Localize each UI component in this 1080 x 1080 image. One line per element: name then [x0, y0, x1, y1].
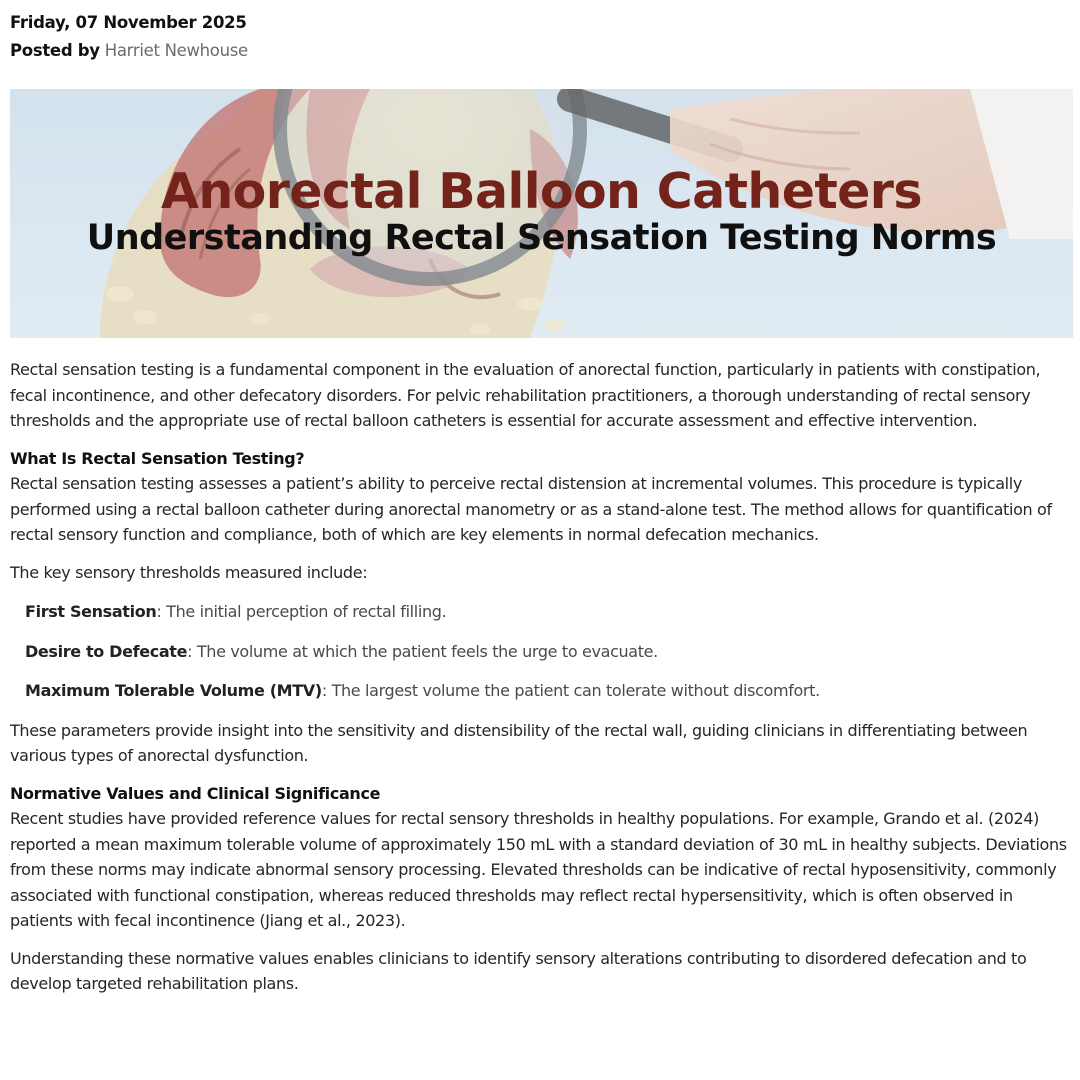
thresholds-list	[10, 599, 1072, 704]
hero-subtitle: Understanding Rectal Sensation Testing Norms	[86, 218, 997, 258]
hero-title: Anorectal Balloon Catheters	[161, 163, 922, 220]
threshold-desc: : The volume at which the patient feels the urge to evacuate.	[187, 641, 658, 661]
section-heading-normative: Normative Values and Clinical Significance	[10, 783, 381, 803]
section-normative-body: Recent studies have provided reference values for rectal sensory thresholds in healthy populations. For example, Grando et al. (2024) reported a mean maximum tolerable volume of approximately 150 mL with a standard deviation of 30 mL in healthy subjects. Deviations from these norms may indicate abnormal sensory processing. Elevated thresholds can be indicative of rectal hyposensitivity, commonly associated with functional constipation, whereas reduced thresholds may reflect rectal hypersensitivity, which is often observed in patients with fecal incontinence (Jiang et al., 2023).	[10, 809, 1067, 930]
section-heading-what-is: What Is Rectal Sensation Testing?	[10, 448, 305, 468]
threshold-term: Desire to Defecate	[25, 641, 188, 661]
posted-by-label: Posted by	[10, 41, 100, 60]
author-link[interactable]: Harriet Newhouse	[104, 41, 248, 60]
after-list-paragraph: These parameters provide insight into the sensitivity and distensibility of the rectal wall, guiding clinicians in differentiating between various types of anorectal dysfunction.	[10, 720, 1028, 765]
list-item	[25, 639, 1072, 665]
hero-banner	[10, 89, 1073, 338]
post-meta	[10, 9, 248, 65]
threshold-desc: : The initial perception of rectal filling.	[156, 602, 447, 621]
list-item	[25, 678, 1072, 704]
intro-paragraph: Rectal sensation testing is a fundamental component in the evaluation of anorectal function, particularly in patients with constipation, fecal incontinence, and other defecatory disorders. For pelvic rehabilitation practitioners, a thorough understanding of rectal sensory thresholds and the appropriate use of rectal balloon catheters is essential for accurate assessment and effective intervention.	[10, 360, 1041, 430]
threshold-term: Maximum Tolerable Volume (MTV)	[25, 681, 322, 700]
threshold-term: First Sensation	[25, 602, 157, 621]
list-item	[25, 599, 1072, 625]
thresholds-intro: The key sensory thresholds measured include:	[10, 562, 368, 582]
posted-by	[10, 37, 248, 65]
threshold-desc: : The largest volume the patient can tolerate without discomfort.	[321, 681, 820, 700]
closing-paragraph: Understanding these normative values enables clinicians to identify sensory alterations contributing to disordered defecation and to develop targeted rehabilitation plans.	[10, 948, 1027, 993]
post-date: Friday, 07 November 2025	[10, 13, 247, 32]
section-what-is-body: Rectal sensation testing assesses a patient’s ability to perceive rectal distension at incremental volumes. This procedure is typically performed using a rectal balloon catheter during anorectal manometry or as a stand-alone test. The method allows for quantification of rectal sensory function and compliance, both of which are key elements in normal defecation mechanics.	[10, 474, 1052, 544]
article-body	[10, 357, 1072, 997]
